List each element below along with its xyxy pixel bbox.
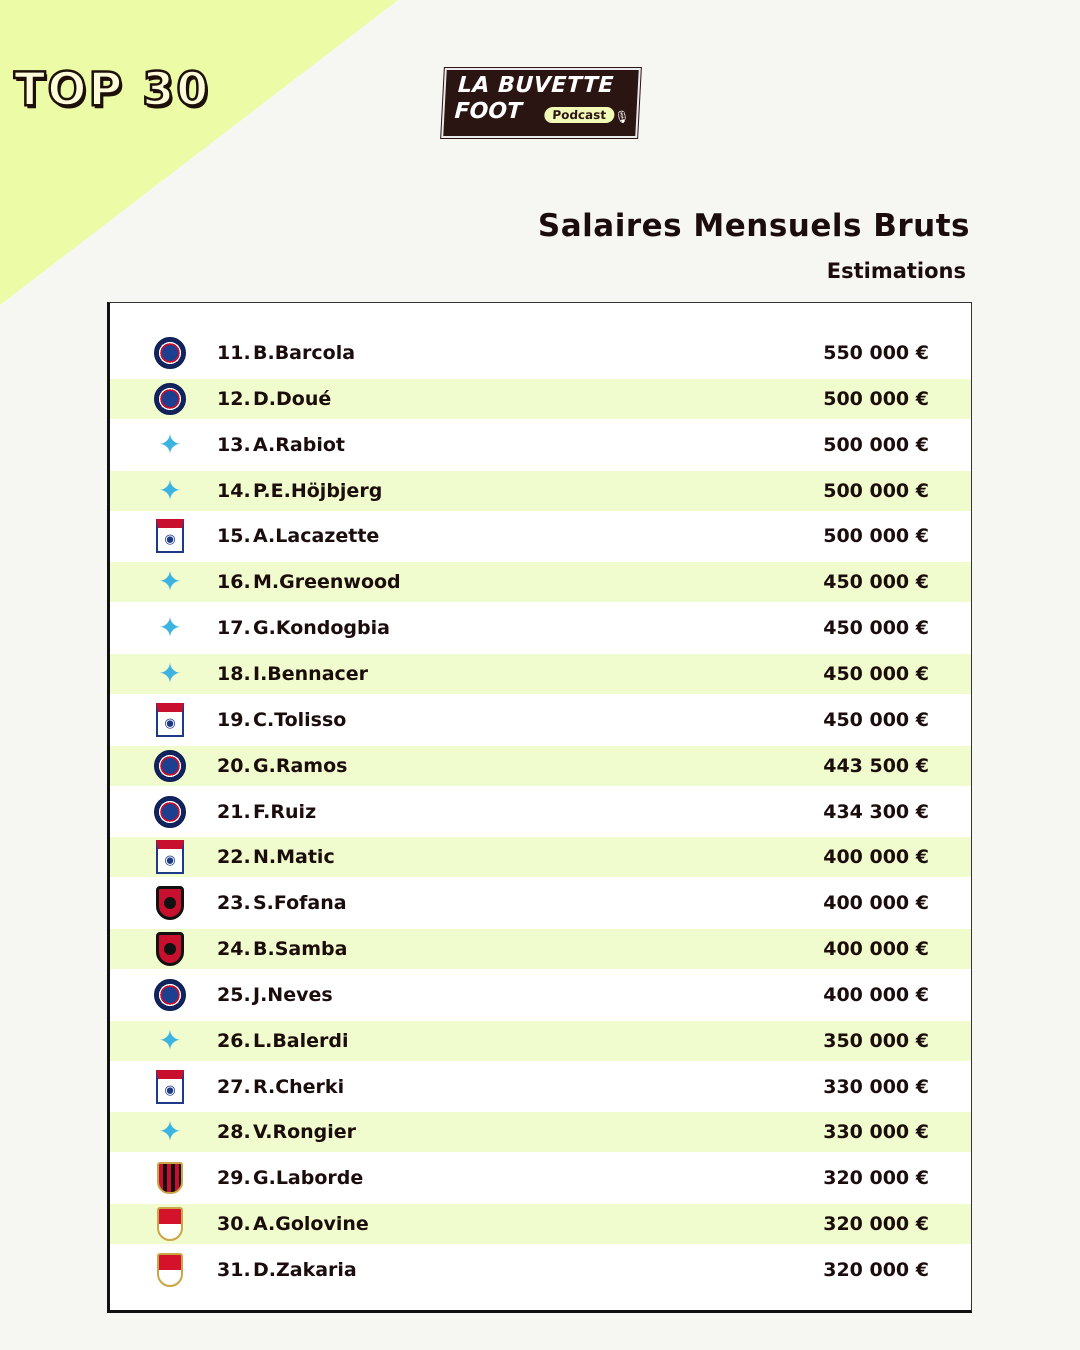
psg-crest-icon [154, 796, 186, 828]
salary-value: 320 000 € [823, 1259, 929, 1281]
player-name: J.Neves [253, 984, 333, 1006]
rank-number: 26. [217, 1030, 251, 1052]
salary-value: 450 000 € [823, 617, 929, 639]
rank-number: 16. [217, 571, 251, 593]
salary-value: 500 000 € [823, 525, 929, 547]
salary-value: 434 300 € [823, 801, 929, 823]
podcast-logo [441, 68, 641, 138]
table-row [110, 883, 971, 923]
player-name: A.Lacazette [253, 525, 380, 547]
rank-number: 14. [217, 480, 251, 502]
table-row [110, 1250, 971, 1290]
ol-crest-icon: ◉ [156, 703, 184, 737]
table-row [110, 471, 971, 511]
table-row [110, 837, 971, 877]
rank-number: 30. [217, 1213, 251, 1235]
rank-number: 23. [217, 892, 251, 914]
rank-number: 27. [217, 1076, 251, 1098]
psg-crest-icon [154, 337, 186, 369]
om-crest-icon: ✦ [158, 565, 182, 598]
salary-value: 450 000 € [823, 571, 929, 593]
table-row [110, 975, 971, 1015]
rank-number: 17. [217, 617, 251, 639]
player-name: D.Doué [253, 388, 332, 410]
player-name: B.Samba [253, 938, 348, 960]
player-name: N.Matic [253, 846, 335, 868]
salary-value: 330 000 € [823, 1076, 929, 1098]
rank-number: 31. [217, 1259, 251, 1281]
om-crest-icon: ✦ [158, 657, 182, 690]
salary-value: 500 000 € [823, 388, 929, 410]
player-name: I.Bennacer [253, 663, 369, 685]
ol-crest-icon: ◉ [156, 840, 184, 874]
microphone-icon: 🎙 [613, 110, 630, 124]
salary-value: 350 000 € [823, 1030, 929, 1052]
table-row [110, 1021, 971, 1061]
rank-number: 18. [217, 663, 251, 685]
page-title: Salaires Mensuels Bruts [537, 208, 970, 244]
psg-crest-icon [154, 979, 186, 1011]
rank-number: 13. [217, 434, 251, 456]
rank-number: 12. [217, 388, 251, 410]
om-crest-icon: ✦ [158, 1024, 182, 1057]
player-name: G.Ramos [253, 755, 348, 777]
ol-crest-icon: ◉ [156, 519, 184, 553]
logo-line2: FOOT [453, 99, 523, 124]
salary-value: 320 000 € [823, 1213, 929, 1235]
rank-number: 15. [217, 525, 251, 547]
salary-value: 400 000 € [823, 892, 929, 914]
logo-pill: Podcast [544, 107, 615, 123]
salary-table [107, 302, 972, 1313]
salary-value: 443 500 € [823, 755, 929, 777]
player-name: B.Barcola [253, 342, 356, 364]
table-row [110, 608, 971, 648]
om-crest-icon: ✦ [158, 611, 182, 644]
player-name: M.Greenwood [253, 571, 401, 593]
table-row [110, 1204, 971, 1244]
table-row [110, 929, 971, 969]
rank-number: 24. [217, 938, 251, 960]
table-row [110, 746, 971, 786]
salary-value: 320 000 € [823, 1167, 929, 1189]
rank-number: 20. [217, 755, 251, 777]
rennes-crest-icon [156, 932, 184, 966]
rank-number: 25. [217, 984, 251, 1006]
om-crest-icon: ✦ [158, 1115, 182, 1148]
salary-value: 400 000 € [823, 938, 929, 960]
salary-value: 450 000 € [823, 709, 929, 731]
player-name: L.Balerdi [253, 1030, 349, 1052]
table-row [110, 425, 971, 465]
rank-number: 22. [217, 846, 251, 868]
nice-crest-icon [157, 1162, 183, 1194]
salary-value: 500 000 € [823, 480, 929, 502]
player-name: A.Golovine [253, 1213, 369, 1235]
salary-value: 400 000 € [823, 984, 929, 1006]
ol-crest-icon: ◉ [156, 1070, 184, 1104]
player-name: C.Tolisso [253, 709, 347, 731]
player-name: S.Fofana [253, 892, 347, 914]
rank-number: 28. [217, 1121, 251, 1143]
table-row [110, 1112, 971, 1152]
rennes-crest-icon [156, 886, 184, 920]
table-row [110, 379, 971, 419]
player-name: G.Kondogbia [253, 617, 390, 639]
salary-value: 330 000 € [823, 1121, 929, 1143]
rank-number: 29. [217, 1167, 251, 1189]
table-row [110, 654, 971, 694]
table-row [110, 1067, 971, 1107]
corner-accent [0, 0, 398, 305]
table-row [110, 792, 971, 832]
salary-value: 400 000 € [823, 846, 929, 868]
top30-badge: TOP 30 [14, 62, 211, 116]
monaco-crest-icon [157, 1207, 183, 1241]
rank-number: 19. [217, 709, 251, 731]
psg-crest-icon [154, 383, 186, 415]
table-row [110, 516, 971, 556]
om-crest-icon: ✦ [158, 428, 182, 461]
psg-crest-icon [154, 750, 186, 782]
player-name: R.Cherki [253, 1076, 345, 1098]
table-row [110, 1158, 971, 1198]
table-row [110, 700, 971, 740]
rank-number: 11. [217, 342, 251, 364]
player-name: V.Rongier [253, 1121, 357, 1143]
table-row [110, 333, 971, 373]
logo-line1: LA BUVETTE [457, 73, 615, 98]
player-name: D.Zakaria [253, 1259, 357, 1281]
player-name: F.Ruiz [253, 801, 317, 823]
player-name: A.Rabiot [253, 434, 345, 456]
salary-value: 500 000 € [823, 434, 929, 456]
salary-value: 550 000 € [823, 342, 929, 364]
player-name: P.E.Höjbjerg [253, 480, 383, 502]
monaco-crest-icon [157, 1253, 183, 1287]
page-subtitle: Estimations [826, 259, 966, 283]
table-row [110, 562, 971, 602]
player-name: G.Laborde [253, 1167, 364, 1189]
salary-value: 450 000 € [823, 663, 929, 685]
rank-number: 21. [217, 801, 251, 823]
om-crest-icon: ✦ [158, 474, 182, 507]
